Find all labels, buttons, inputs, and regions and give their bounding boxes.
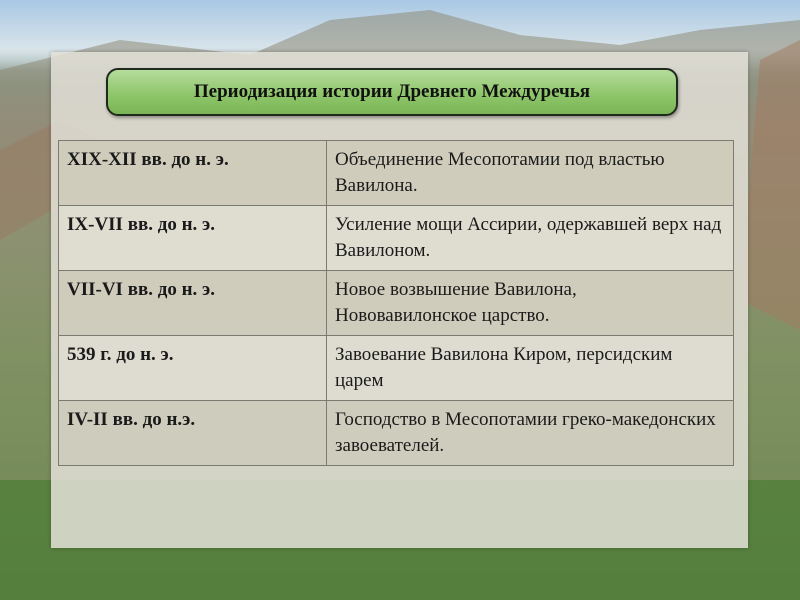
period-cell: IX-VII вв. до н. э.	[59, 206, 327, 271]
periodization-table	[58, 140, 734, 466]
period-cell: IV-II вв. до н.э.	[59, 401, 327, 466]
table-row	[59, 401, 734, 466]
event-cell: Объединение Месопотамии под властью Вавилона.	[327, 141, 734, 206]
page-title: Периодизация истории Древнего Междуречья	[193, 81, 591, 102]
table-row	[59, 141, 734, 206]
period-cell: 539 г. до н. э.	[59, 336, 327, 401]
title-banner	[106, 68, 678, 116]
period-cell: VII-VI вв. до н. э.	[59, 271, 327, 336]
table-row	[59, 206, 734, 271]
event-cell: Господство в Месопотамии греко-македонских завоевателей.	[327, 401, 734, 466]
event-cell: Новое возвышение Вавилона, Нововавилонское царство.	[327, 271, 734, 336]
table-row	[59, 271, 734, 336]
table-row	[59, 336, 734, 401]
event-cell: Завоевание Вавилона Киром, персидским царем	[327, 336, 734, 401]
period-cell: XIX-XII вв. до н. э.	[59, 141, 327, 206]
event-cell: Усиление мощи Ассирии, одержавшей верх над Вавилоном.	[327, 206, 734, 271]
